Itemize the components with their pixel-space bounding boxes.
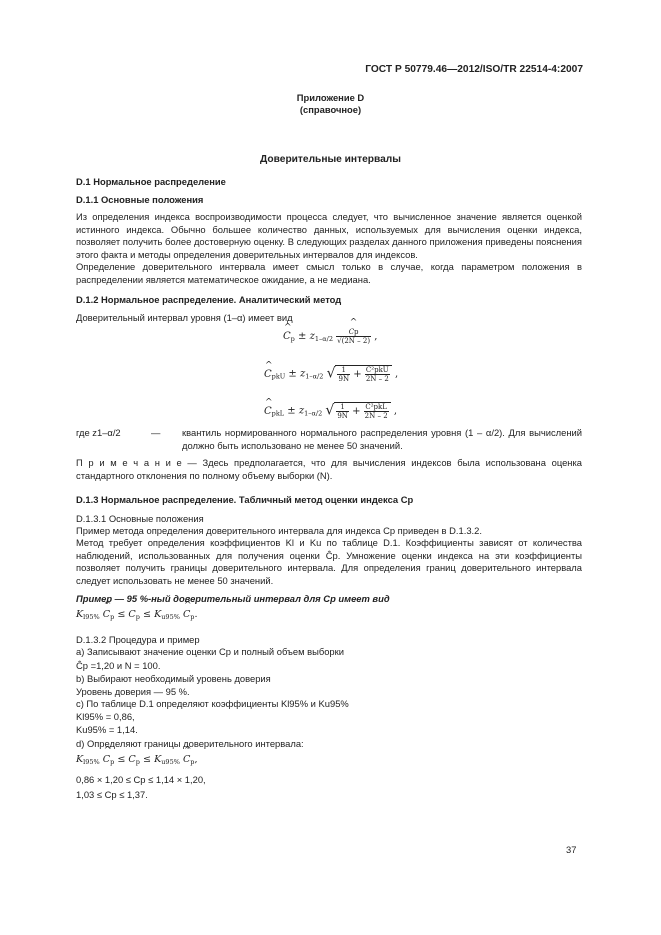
where-dash: — (151, 427, 161, 438)
paragraph-3: Доверительный интервал уровня (1–α) имеет вид (76, 312, 293, 323)
note: П р и м е ч а н и е — Здесь предполагается, что для вычисления индексов была использована оценка стандартного отклонения по полному объему выборки (N). (76, 457, 582, 481)
section-d1: D.1 Нормальное распределение (76, 176, 226, 187)
formula-cpku: ^ $C_{pkU} \pm z_{1-\alpha/2}$ √ $\frac{1}{9N}$ + $\frac{\text{Ĉ²pkU}}{2N - 2}$ , (264, 365, 398, 383)
result-line-2: 1,03 ≤ Cp ≤ 1,37. (76, 789, 148, 800)
section-d11: D.1.1 Основные положения (76, 194, 204, 205)
formula-result: $K_{l95\%}$ ^ $C_p \le C_p \le K_{u95\%}$ ^ $C_p$, (76, 754, 198, 769)
result-line-1: 0,86 × 1,20 ≤ Cp ≤ 1,14 × 1,20, (76, 774, 206, 785)
step-b: b) Выбирают необходимый уровень доверия (76, 673, 271, 684)
appendix-title: Приложение D (296, 92, 365, 103)
formula-cp: ^ $C_p \pm z_{1-\alpha/2}$ ^ $\frac{Cp}{√(2N - 2)}$ , (283, 328, 377, 346)
formula-example: $K_{l95\%}$ ^ $C_p \le C_p \le K_{u95\%}$ ^ $C_p$. (76, 609, 198, 624)
paragraph-2: Определение доверительного интервала имеет смысл только в случае, когда параметром положения в распределении является математическое ожидание, а не медиана. (76, 261, 582, 285)
page-number: 37 (566, 844, 577, 855)
section-d132: D.1.3.2 Процедура и пример (76, 634, 200, 645)
section-d12: D.1.2 Нормальное распределение. Аналитический метод (76, 294, 342, 305)
paragraph-5: Метод требует определения коэффициентов Kl и Ku по таблице D.1. Коэффициенты зависят от количества наблюдений, использованных для получения оценки Ĉp. Умножение оценки индекса на эти коэффициенты позволяет получить границы доверительного интервала. Для определения границ доверительного интервала следует использовать не менее 50 значений. (76, 537, 582, 586)
appendix-subtitle: (справочное) (299, 104, 362, 115)
example-title: Пример — 95 %-ный доверительный интервал для Cp имеет вид (76, 593, 390, 604)
step-c-kl: Kl95% = 0,86, (76, 711, 135, 722)
step-c-ku: Ku95% = 1,14. (76, 724, 138, 735)
paragraph-1: Из определения индекса воспроизводимости процесса следует, что вычисленное значение является оценкой истинного индекса. Обычно большее количество данных, используемых для вычисления оценки индекса, позволяет получить более достоверную оценку. В следующих разделах данного приложения приведены пояснения этого факта и методы определения доверительных интервалов для индексов. (76, 211, 582, 260)
where-text: квантиль нормированного нормального распределения уровня (1 – α/2). Для вычислений должно быть использовано не менее 50 значений. (182, 427, 582, 451)
step-b-value: Уровень доверия — 95 %. (76, 686, 190, 697)
paragraph-4: Пример метода определения доверительного интервала для индекса Cp приведен в D.1.3.2. (76, 525, 482, 536)
step-c: c) По таблице D.1 определяют коэффициенты Kl95% и Ku95% (76, 698, 349, 709)
where-label: где z1–α/2 (76, 427, 121, 438)
section-d13: D.1.3 Нормальное распределение. Табличный метод оценки индекса Cp (76, 494, 414, 505)
section-d131: D.1.3.1 Основные положения (76, 513, 204, 524)
step-a-value: Ĉp =1,20 и N = 100. (76, 660, 161, 671)
formula-cpkl: ^ $C_{pkL} \pm z_{1-\alpha/2}$ √ $\frac{1}{9N}$ + $\frac{\text{Ĉ²pkL}}{2N - 2}$ , (264, 402, 397, 420)
document-header: ГОСТ Р 50779.46—2012/ISO/TR 22514-4:2007 (365, 64, 583, 75)
main-title: Доверительные интервалы (260, 154, 401, 165)
step-d: d) Определяют границы доверительного интервала: (76, 738, 304, 749)
step-a: a) Записывают значение оценки Cp и полный объем выборки (76, 646, 344, 657)
